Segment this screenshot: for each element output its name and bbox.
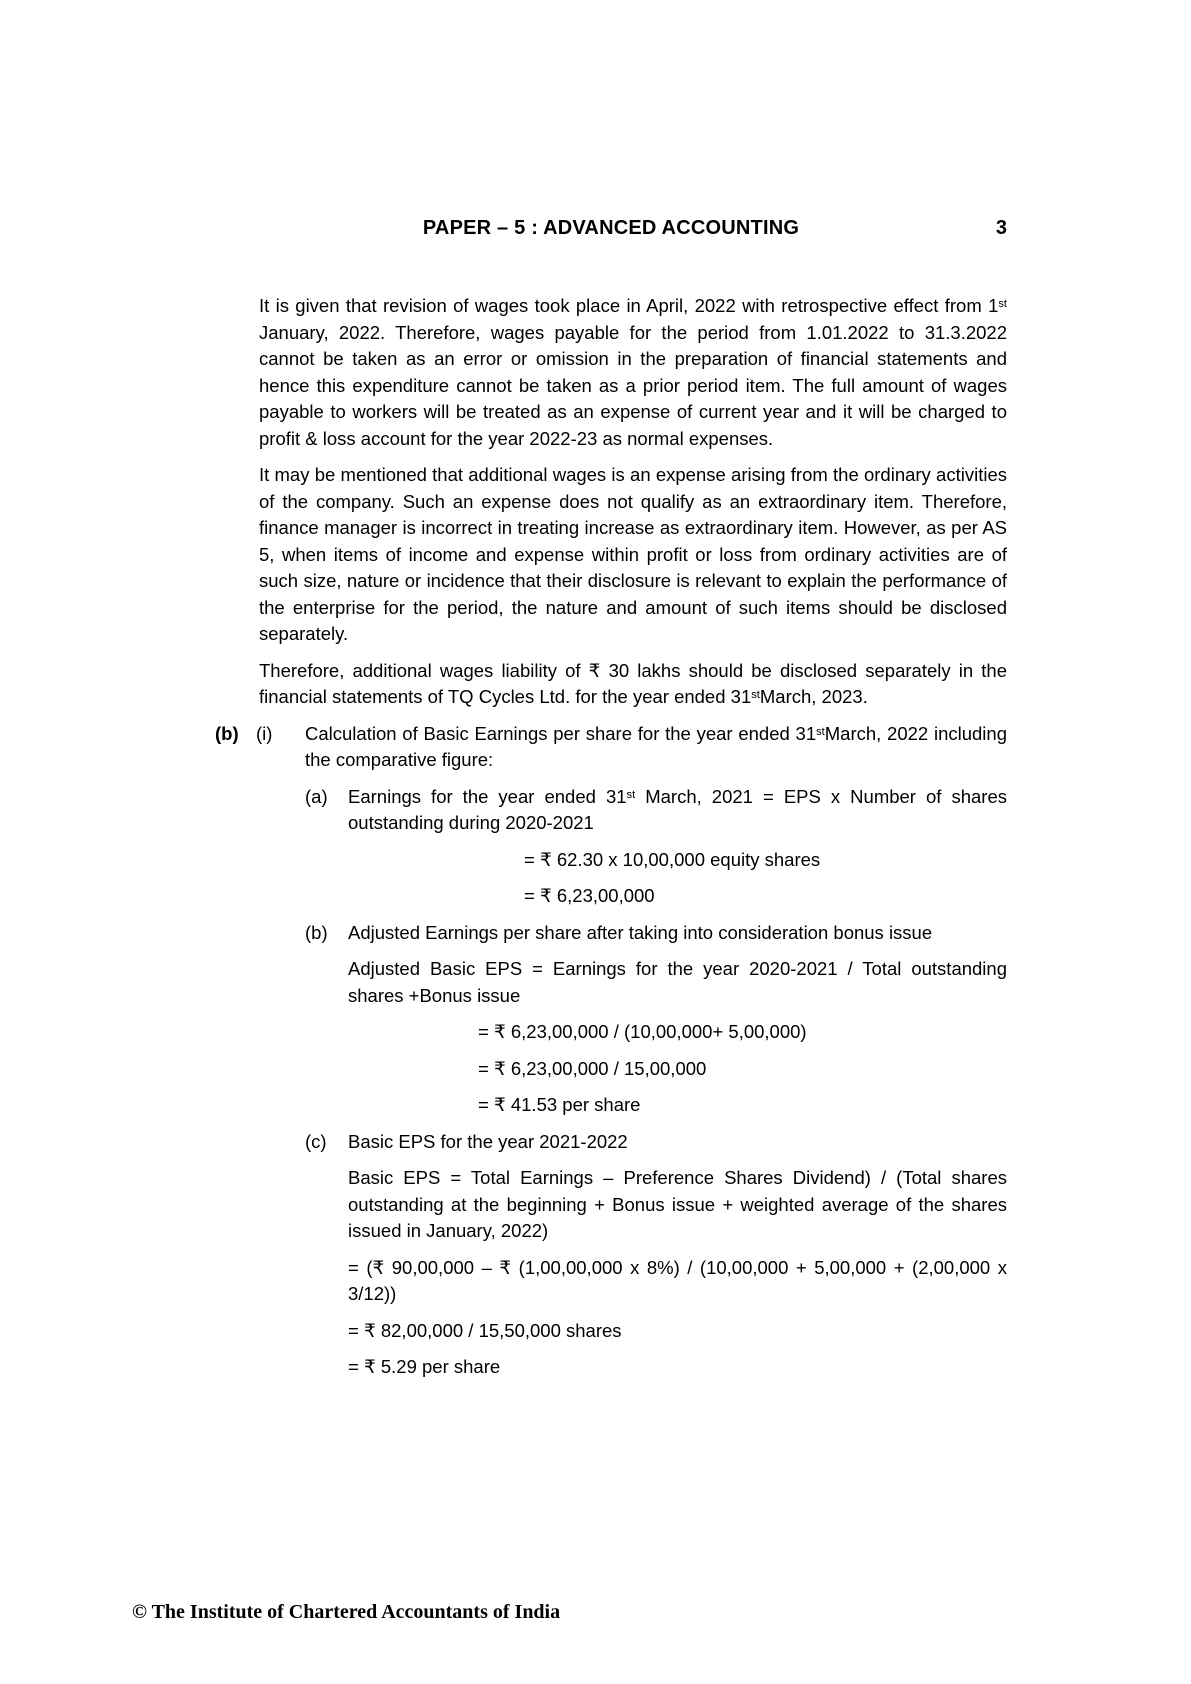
page-content bbox=[215, 293, 1007, 1391]
list-marker-b-sub: (b) bbox=[305, 921, 328, 943]
answer-b-intro-row bbox=[215, 721, 1007, 774]
list-marker-c: (c) bbox=[305, 1130, 327, 1152]
paragraph-extraordinary-item bbox=[259, 462, 1007, 648]
answer-b-intro-text bbox=[305, 721, 1007, 774]
equation-basic-eps-result: = ₹ 5.29 per share bbox=[348, 1356, 501, 1377]
item-c-heading: Basic EPS for the year 2021-2022 bbox=[348, 1130, 628, 1152]
equation-basic-eps-step2: = ₹ 82,00,000 / 15,50,000 shares bbox=[348, 1319, 622, 1341]
ordinal-superscript: st bbox=[626, 788, 636, 801]
paragraph-disclosure-conclusion bbox=[259, 658, 1007, 711]
ordinal-superscript: st bbox=[751, 689, 760, 702]
basic-eps-formula: Basic EPS = Total Earnings – Preference Shares Dividend) / (Total shares outstanding at the beginning + Bonus issue + weighted average of the shares issued in January, 2022) bbox=[348, 1167, 1007, 1241]
equation-earnings-total: = ₹ 6,23,00,000 bbox=[524, 885, 655, 906]
paragraph-text: Earnings for the year ended 31 bbox=[348, 785, 627, 807]
paragraph-text: It may be mentioned that additional wages is an expense arising from the ordinary activities of the company. Such an expense does not qualify as an extraordinary item. Therefore, finance manager is incorrect in treating increase as extraordinary item. However, as per AS 5, when items of income and expense within profit or loss from ordinary activities are of such size, nature or incidence that their disclosure is relevant to explain the performance of the enterprise for the period, the nature and amount of such items should be disclosed separately. bbox=[259, 464, 1007, 644]
adjusted-eps-formula: Adjusted Basic EPS = Earnings for the year 2020-2021 / Total outstanding shares +Bonus issue bbox=[348, 958, 1007, 1006]
paragraph-text: March, 2022 including the comparative figure: bbox=[305, 722, 1007, 770]
page-header bbox=[215, 216, 1007, 240]
equation-adjusted-eps-step2: = ₹ 6,23,00,000 / 15,00,000 bbox=[478, 1057, 707, 1079]
item-b-heading: Adjusted Earnings per share after taking into consideration bonus issue bbox=[348, 921, 933, 943]
list-marker-i: (i) bbox=[256, 722, 273, 744]
equation-adjusted-eps-result: = ₹ 41.53 per share bbox=[478, 1094, 641, 1115]
page-number: 3 bbox=[995, 217, 1007, 239]
paragraph-text: March, 2023. bbox=[759, 686, 868, 707]
item-b-row bbox=[305, 920, 1007, 947]
item-a-row bbox=[305, 784, 1007, 837]
paragraph-text: Therefore, additional wages liability of ₹ 30 lakhs should be disclosed separately in the financial statements of TQ Cycles Ltd. for the year ended 31 bbox=[259, 659, 1007, 707]
equation-earnings-multiplication: = ₹ 62.30 x 10,00,000 equity shares bbox=[524, 848, 821, 870]
page-title: PAPER – 5 : ADVANCED ACCOUNTING bbox=[422, 217, 800, 239]
copyright-footer: © The Institute of Chartered Accountants of India bbox=[132, 1601, 561, 1623]
equation-basic-eps-step1: = (₹ 90,00,000 – ₹ (1,00,00,000 x 8%) / (10,00,000 + 5,00,000 + (2,00,000 x 3/12)) bbox=[348, 1256, 1007, 1304]
equation-adjusted-eps-step1: = ₹ 6,23,00,000 / (10,00,000+ 5,00,000) bbox=[478, 1021, 807, 1042]
paragraph-text: It is given that revision of wages took place in April, 2022 with retrospective effect from 1 bbox=[259, 295, 999, 316]
ordinal-superscript: st bbox=[816, 725, 825, 738]
paragraph-text: Calculation of Basic Earnings per share for the year ended 31 bbox=[305, 722, 817, 744]
ordinal-superscript: st bbox=[998, 298, 1007, 311]
item-c-row bbox=[305, 1129, 1007, 1156]
paragraph-text: January, 2022. Therefore, wages payable for the period from 1.01.2022 to 31.3.2022 cannot be taken as an error or omission in the preparation of financial statements and hence this expenditure cannot be taken as a prior period item. The full amount of wages payable to workers will be treated as an expense of current year and it will be charged to profit & loss account for the year 2022-23 as normal expenses. bbox=[259, 321, 1007, 449]
item-a-text bbox=[348, 784, 1007, 837]
list-marker-b: (b) bbox=[215, 722, 239, 744]
list-marker-a: (a) bbox=[305, 785, 328, 807]
paragraph-wages-revision bbox=[259, 293, 1007, 452]
paragraph-text: March, 2021 = EPS x Number of shares outstanding during 2020-2021 bbox=[348, 785, 1007, 833]
